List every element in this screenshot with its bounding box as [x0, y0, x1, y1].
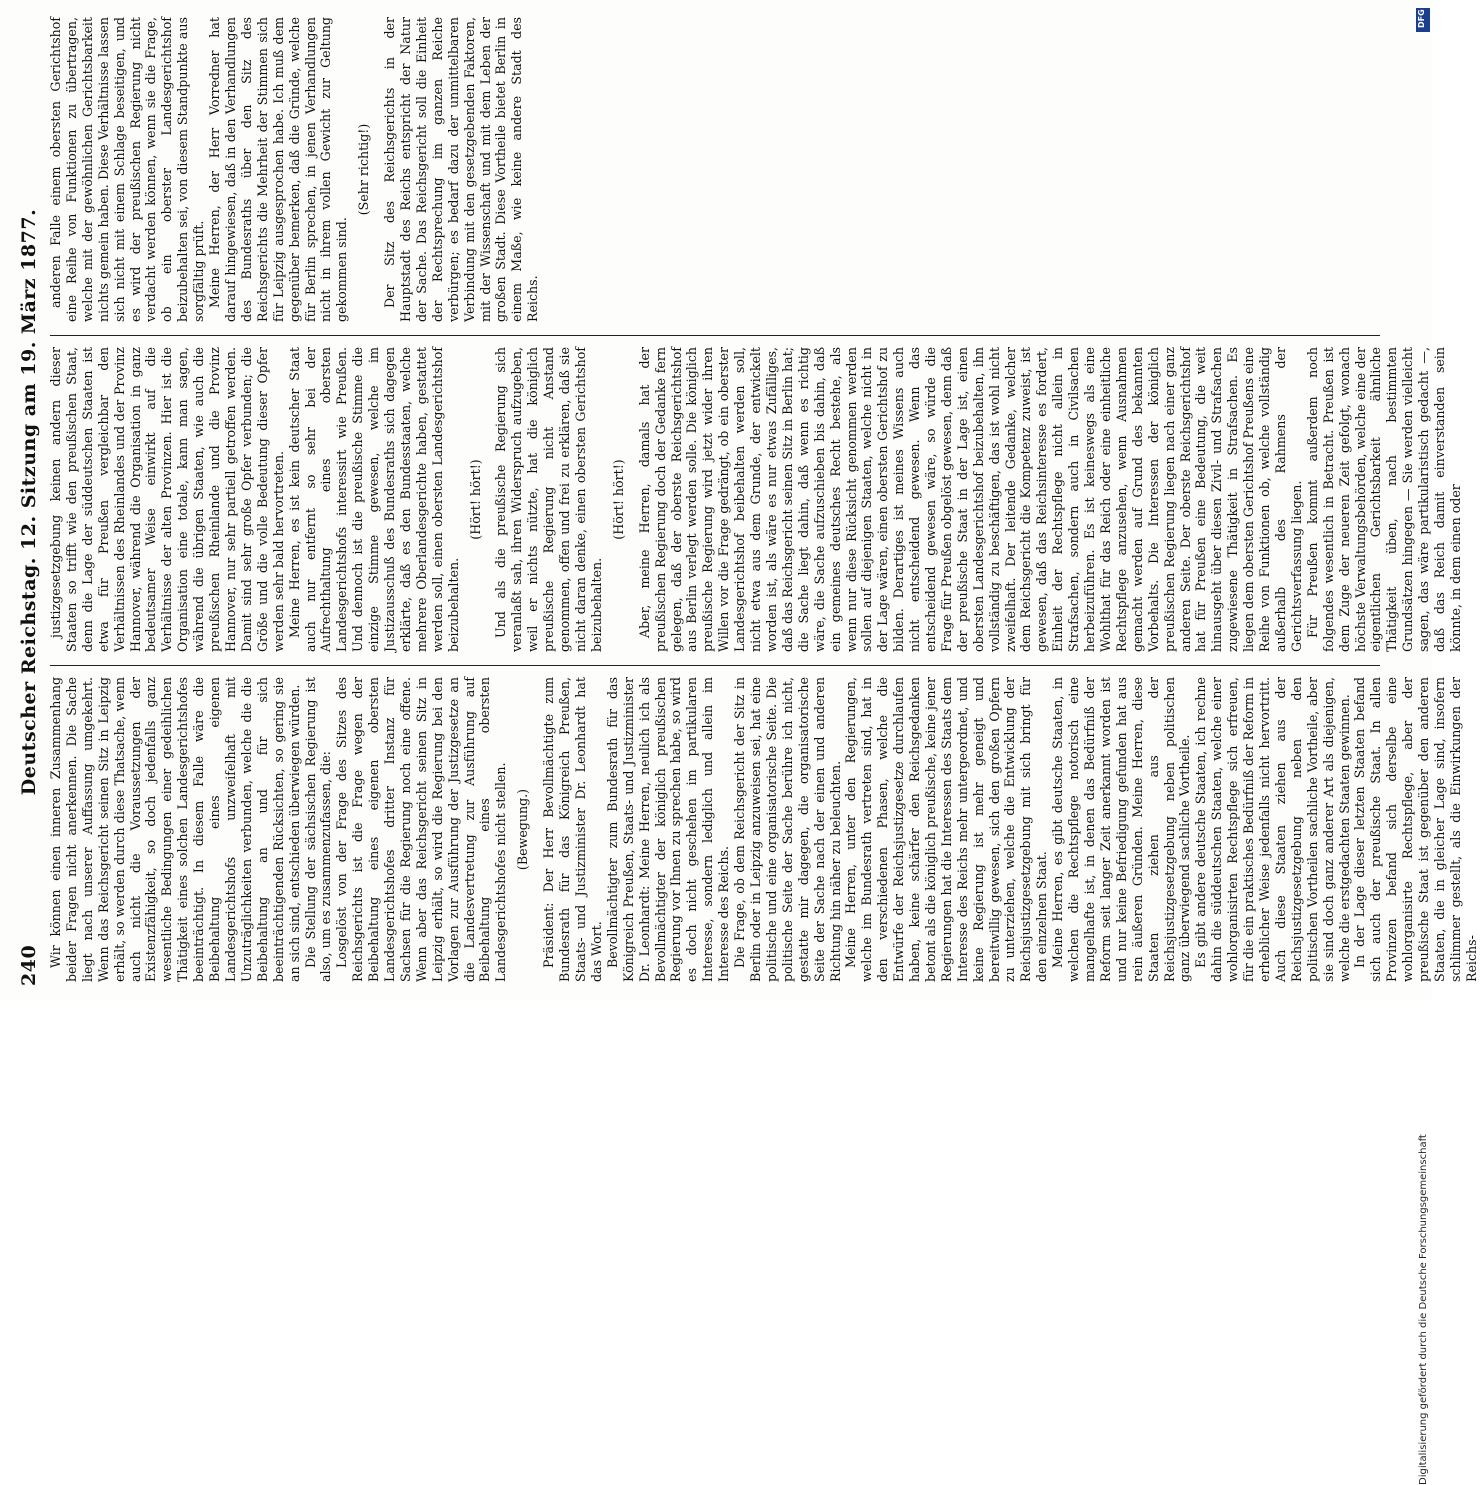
paragraph: Die Frage, ob dem Reichsgericht der Sitz in Berlin oder in Leipzig anzuweisen sei, hat eine politische und eine organisatorische Seite. Die politische Seite der Sache berühre ich nicht, gestatte mir dagegen, die organisatorische Seite der Sache nach der einen und anderen Richtung hin näher zu beleuchten. [732, 677, 843, 982]
text-column-2 [48, 347, 1463, 652]
text-column-1 [48, 677, 1479, 982]
paragraph: Bevollmächtigter zum Bundesrath für das Königreich Preußen, Staats- und Justizminister Dr. Leonhardt: Meine Herren, neulich ich als Bevollmächtigter der königlich preußischen Regierung vor Ihnen zu sprechen habe, so wird es doch nicht geschehen im partikularen Interesse, sondern lediglich und allein im Interesse des Reichs. [604, 677, 732, 982]
paragraph: Präsident: Der Herr Bevollmächtigte zum Bundesrath für das Königreich Preußen, Staats- und Justizminister Dr. Leonhardt hat das Wort. [541, 677, 604, 982]
digitization-note [1414, 500, 1432, 1485]
paragraph: Für Preußen kommt außerdem noch folgendes wesentlich in Betracht. Preußen ist dem Zuge der neueren Zeit gefolgt, wonach höchste Verwaltungsbehörden, welche eine der eigentlichen Gerichtsbarkeit ähnliche Thätigkeit üben, nach bestimmten Grundsätzen hingegen — Sie werden vielleicht sagen, das wäre partikularistisch gedacht —, daß das Reich damit einverstanden sein könnte, in dem einen oder [1304, 347, 1463, 652]
paragraph: Der Sitz des Reichsgerichts in der Hauptstadt des Reichs entspricht der Natur der Sache. Das Reichsgericht soll die Einheit der Rechtsprechung im ganzen Reiche verbürgen; es bedarf dazu der unmittelbaren Verbindung mit den gesetzgebenden Faktoren, mit der Wissenschaft und mit dem Leben der großen Stadt. Diese Vortheile bietet Berlin in einem Maße, wie keine andere Stadt des Reichs. [382, 17, 541, 322]
interjection: (Hört! hört!) [467, 459, 483, 540]
column-rule [50, 665, 1380, 666]
paragraph: Meine Herren, es ist kein deutscher Staat auch nur entfernt so sehr bei der Aufrechthaltung eines obersten Landesgerichtshofs interessirt wie Preußen. Und dennoch ist die preußische Stimme die einzige Stimme gewesen, welche im Justizausschuß des Bundesraths sich dagegen erklärte, daß es den Bundesstaaten, welche mehrere Oberlandesgerichte haben, gestattet werden soll, einen obersten Landesgerichtshof beizubehalten. [286, 347, 461, 652]
column-rule [50, 335, 1380, 336]
page-header [8, 10, 48, 994]
paragraph: Die Stellung der sächsischen Regierung ist also, um es zusammenzufassen, die: [302, 677, 334, 982]
paragraph: Es gibt andere deutsche Staaten, ich rechne dahin die süddeutschen Staaten, welche einer wohlorganisirten Rechtspflege sich erfreuen, für die ein praktisches Bedürfniß der Reform in erheblicher Weise jedenfalls nicht hervortritt. Auch diese Staaten ziehen aus der Reichsjustizgesetzgebung neben den politischen Vortheilen sachliche Vortheile, aber sie sind doch ganz anderer Art als diejenigen, welche die erstgedachten Staaten gewinnen. [1193, 677, 1352, 982]
dfg-logo: DFG [1416, 8, 1430, 32]
paragraph: anderen Falle einem obersten Gerichtshof eine Reihe von Funktionen zu übertragen, welche mit der gewöhnlichen Gerichtsbarkeit nichts gemein haben. Diese Verhältnisse lassen sich nicht mit einem Schlage beseitigen, und es wird der preußischen Regierung nicht verdacht werden können, wenn sie die Frage, ob ein oberster Landesgerichtshof beizubehalten sei, von diesem Standpunkte aus sorgfältig prüft. [48, 17, 207, 322]
paragraph: Meine Herren, es gibt deutsche Staaten, in welchen die Rechtspflege notorisch eine mangelhafte ist, in denen das Bedürfniß der Reform seit langer Zeit anerkannt worden ist und nur keine Befriedigung gefunden hat aus rein äußeren Gründen. Meine Herren, diese Staaten ziehen aus der Reichsjustizgesetzgebung neben politischen ganz überwiegend sachliche Vortheile. [1050, 677, 1193, 982]
paragraph: Wir können einen inneren Zusammenhang beider Fragen nicht anerkennen. Die Sache liegt nach unserer Auffassung umgekehrt. Wenn das Reichsgericht seinen Sitz in Leipzig erhält, so werden durch diese Thatsache, wenn auch nicht die Voraussetzungen der Existenzfähigkeit, so doch jedenfalls ganz wesentliche Bedingungen einer gedeihlichen Thätigkeit eines solchen Landesgerichtshofes beeinträchtigt. In diesem Falle wäre die Beibehaltung eines eigenen Landesgerichtshofs unzweifelhaft mit Unzuträglichkeiten verbunden, welche die die Beibehaltung an und für sich beeinträchtigenden Rücksichten, so gering sie an sich sind, entschieden überwiegen würden. [48, 677, 302, 982]
interjection: (Sehr richtig!) [356, 123, 372, 216]
paragraph: Losgelöst von der Frage des Sitzes des Reichsgerichts ist die Frage wegen der Beibehaltung eines eigenen obersten Landesgerichtshofes dritter Instanz für Sachsen für die Regierung noch eine offene. Wenn aber das Reichsgericht seinen Sitz in Leipzig erhält, so wird die Regierung bei den Vorlagen zur Ausführung der Justizgesetze an die Landesvertretung zur Ausführung auf Beibehaltung eines obersten Landesgerichtshofes nicht stellen. [334, 677, 509, 982]
digitization-note-text: Digitalisierung gefördert durch die Deutsche Forschungsgemeinschaft [1418, 1134, 1429, 1485]
text-column-3 [48, 17, 1388, 322]
paragraph: Meine Herren, unter den Regierungen, welche im Bundesrath vertreten sind, hat in den verschiedenen Phasen, welche die Entwürfe der Reichsjustizgesetze durchlaufen haben, keine schärfer den Reichsgedanken betont als die königlich preußische, keine jener Regierungen hat die Interessen des Staats dem Interesse des Reichs mehr untergeordnet, und keine Regierung ist mehr geneigt und bereitwillig gewesen, sich den großen Opfern zu unterziehen, welche die Entwicklung der Reichsjustizgesetzgebung mit sich bringt für den einzelnen Staat. [843, 677, 1050, 982]
paragraph: In der Lage dieser letzten Staaten befand sich auch der preußische Staat. In allen Provinzen befand sich derselbe eine wohlorganisirte Rechtspflege, aber der preußische Staat ist gegenüber den anderen Staaten, die in gleicher Lage sind, insofern schlimmer gestellt, als die Einwirkungen der Reichs- [1352, 677, 1479, 982]
interjection: (Bewegung.) [515, 788, 531, 871]
interjection: (Hört! hört!) [610, 459, 626, 540]
page-number: 240 [18, 944, 40, 986]
paragraph: Meine Herren, der Herr Vorredner hat darauf hingewiesen, daß in den Verhandlungen des Bundesraths über den Sitz des Reichsgerichts die Mehrheit der Stimmen sich für Leipzig ausgesprochen habe. Ich muß dem gegenüber bemerken, daß die Gründe, welche für Berlin sprechen, in jenen Verhandlungen nicht in ihrem vollen Gewicht zur Geltung gekommen sind. [207, 17, 350, 322]
paragraph: justizgesetzgebung keinen andern dieser Staaten so trifft wie den preußischen Staat, denn die Lage der süddeutschen Staaten ist etwa für Preußen vergleichbar den Verhältnissen des Rheinlandes und der Provinz Hannover, während die Organisation in ganz bedeutsamer Weise einwirkt auf die Verhältnisse der alten Provinzen. Hier ist die Organisation eine totale, kann man sagen, während die übrigen Staaten, wie auch die preußischen Rheinlande und die Provinz Hannover, nur sehr partiell getroffen werden. Damit sind sehr große Opfer verbunden; die Größe und die volle Bedeutung dieser Opfer werden sehr bald hervortreten. [48, 347, 286, 652]
paragraph: Aber, meine Herren, damals hat der preußischen Regierung doch der Gedanke fern gelegen, daß der oberste Reichsgerichtshof aus Berlin verlegt werden solle. Die königlich preußische Regierung wird jetzt wider ihren Willen vor die Frage gedrängt, ob ein oberster Landesgerichtshof beibehalten werden soll, nicht etwa aus dem Grunde, der entwickelt worden ist, als wäre es nur etwas Zufälliges, daß das Reichsgericht seinen Sitz in Berlin hat; die Sache liegt dahin, daß wenn es richtig wäre, die Sache aufzuschieben bis dahin, daß ein gemeines deutsches Recht bestehe, als wenn nur diese Rücksicht genommen werden sollen auf diejenigen Staaten, welche nicht in der Lage wären, einen obersten Gerichtshof zu bilden. Derartiges ist meines Wissens auch nicht entscheidend gewesen. Wenn das entscheidend gewesen wäre, so würde die Frage für Preußen obgelöst gewesen, denn daß der preußische Staat in der Lage ist, einen obersten Landesgerichtshof beizubehalten, ihn vollständig zu beschäftigen, das ist wohl nicht zweifelhaft. Der leitende Gedanke, welcher dem Reichsgericht die Kompetenz zuweist, ist gewesen, daß das Reichsinteresse es fordert, Einheit der Rechtspflege nicht allein in Strafsachen, sondern auch in Civilsachen herbeizuführen. Es ist keineswegs als eine Wohlthat für das Reich oder eine einheitliche Rechtspflege anzusehen, wenn Ausnahmen gemacht werden auf Grund des bekannten Vorbehalts. Die Interessen der königlich preußischen Regierung liegen nach einer ganz anderen Seite. Der oberste Reichsgerichtshof hat für Preußen eine Bedeutung, die weit hinausgeht über diesen Zivil- und Strafsachen zugewiesene Thätigkeit in Strafsachen. Es liegen dem obersten Gerichtshof Preußens eine Reihe von Funktionen ob, welche vollständig außerhalb des Rahmens der Gerichtsverfassung liegen. [636, 347, 1304, 652]
running-title: Deutscher Reichstag. 12. Sitzung am 19. März 1877. [18, 208, 40, 796]
paragraph: Und als die preußische Regierung sich veranlaßt sah, ihren Widerspruch aufzugeben, weil er nichts nützte, hat die königlich preußische Regierung nicht Anstand genommen, offen und frei zu erklären, daß sie nicht daran denke, einen obersten Gerichtshof beizubehalten. [493, 347, 604, 652]
